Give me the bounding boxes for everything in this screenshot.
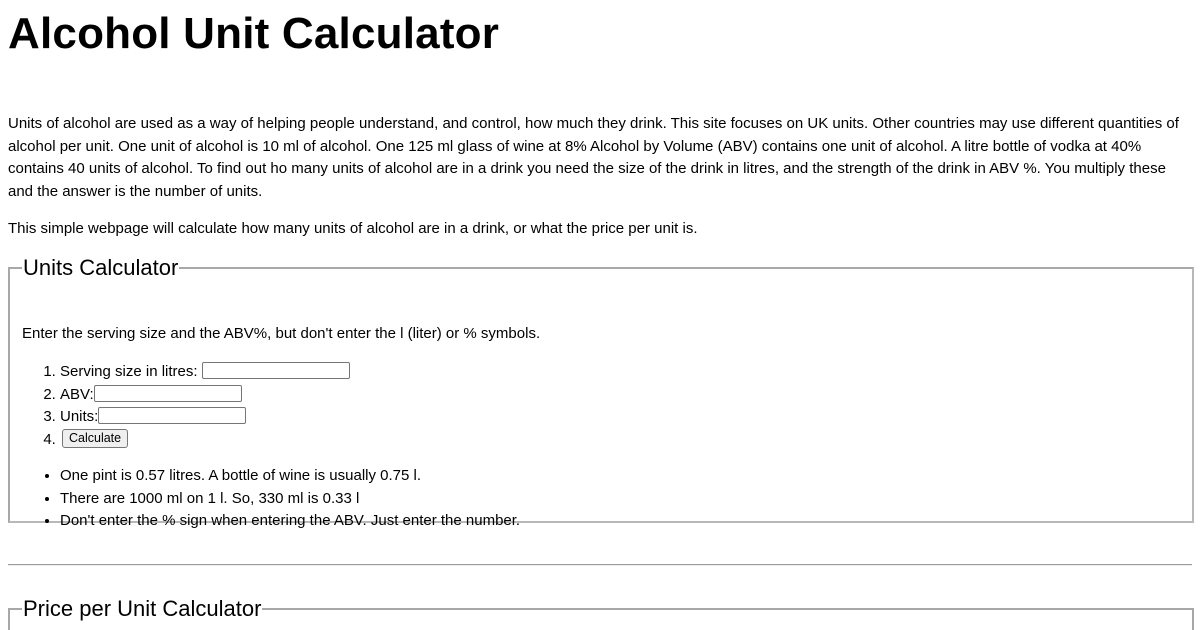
tip-item: • One pint is 0.57 litres. A bottle of wine is usually 0.75 l. [60, 465, 520, 488]
units-calculator-steps [22, 361, 350, 451]
tip-item: • There are 1000 ml on 1 l. So, 330 ml is 0.33 l [60, 488, 520, 511]
units-calculator-fieldset [8, 255, 1194, 529]
serving-size-input[interactable] [202, 362, 350, 379]
step-serving-size [60, 361, 350, 384]
page-title: Alcohol Unit Calculator [8, 9, 500, 58]
abv-input[interactable] [94, 385, 242, 402]
calculate-button[interactable]: Calculate [62, 429, 128, 448]
intro-summary: This simple webpage will calculate how many units of alcohol are in a drink, or what the price per unit is. [8, 220, 698, 237]
tip-item: • Don't enter the % sign when entering the ABV. Just enter the number. [60, 510, 520, 533]
units-calculator-tips [22, 465, 520, 533]
step-abv [60, 384, 350, 407]
units-calculator-hint: Enter the serving size and the ABV%, but don't enter the l (liter) or % symbols. [22, 325, 541, 342]
units-label: Units: [60, 408, 99, 425]
step-units [60, 406, 350, 429]
intro-paragraph: Units of alcohol are used as a way of helping people understand, and control, how much they drink. This site focuses on UK units. Other countries may use different quantities of alcohol per unit. One unit of alcohol is 10 ml of alcohol. One 125 ml glass of wine at 8% Alcohol by Volume (ABV) contains one unit of alcohol. A litre bottle of vodka at 40% contains 40 units of alcohol. To find out ho many units of alcohol are in a drink you need the size of the drink in litres, and the strength of the drink in ABV %. You multiply these and the answer is the number of units. [8, 115, 1179, 200]
step-calculate [60, 429, 350, 452]
price-calculator-fieldset [8, 596, 1194, 630]
section-divider [8, 564, 1192, 566]
units-output[interactable] [98, 407, 246, 424]
abv-label: ABV: [60, 385, 94, 403]
units-calculator-legend: Units Calculator [23, 255, 179, 280]
price-calculator-legend: Price per Unit Calculator [23, 596, 262, 621]
serving-size-label: Serving size in litres: [60, 363, 198, 380]
